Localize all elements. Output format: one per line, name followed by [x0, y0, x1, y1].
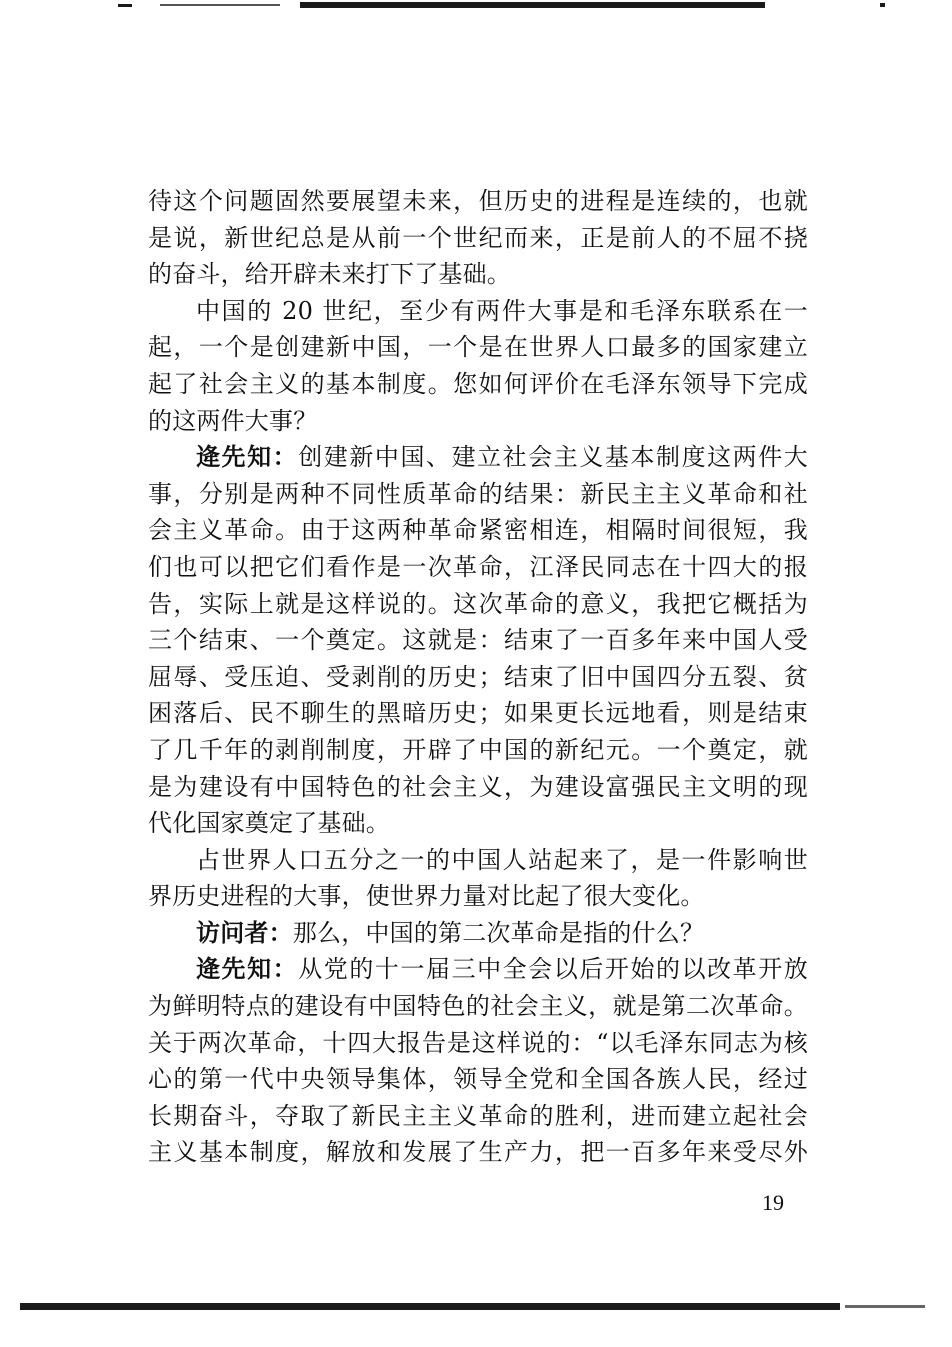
text-line — [148, 622, 808, 659]
line-text: 是为建设有中国特色的社会主义，为建设富强民主文明的现 — [148, 772, 808, 801]
text-line — [148, 220, 808, 257]
text-line — [148, 1098, 808, 1135]
line-text: 心的第一代中央领导集体，领导全党和全国各族人民，经过 — [148, 1065, 808, 1094]
scan-edge-mark — [20, 1303, 840, 1310]
text-line — [148, 1061, 808, 1098]
text-line — [148, 403, 808, 440]
text-line — [148, 256, 808, 293]
line-text: 占世界人口五分之一的中国人站起来了，是一件影响世 — [196, 845, 808, 874]
text-line — [148, 915, 808, 952]
line-text: 待这个问题固然要展望未来，但历史的进程是连续的，也就 — [148, 187, 808, 215]
book-page-body — [148, 183, 808, 1171]
scan-edge-mark — [845, 1305, 925, 1308]
line-text: 的这两件大事？ — [148, 406, 318, 435]
text-line — [148, 659, 808, 696]
line-text: 从党的十一届三中全会以后开始的以改革开放 — [298, 955, 808, 984]
line-text: 创建新中国、建立社会主义基本制度这两件大 — [298, 443, 808, 472]
line-text: 们也可以把它们看作是一次革命，江泽民同志在十四大的报 — [148, 552, 808, 581]
line-text: 代化国家奠定了基础。 — [148, 809, 390, 838]
text-line — [148, 476, 808, 513]
text-line — [148, 842, 808, 879]
line-text: 事，分别是两种不同性质革命的结果：新民主主义革命和社 — [148, 479, 808, 508]
line-text: 三个结束、一个奠定。这就是：结束了一百多年来中国人受 — [148, 626, 808, 655]
speaker-label: 逄先知： — [196, 954, 299, 984]
text-line — [148, 512, 808, 549]
text-line — [148, 366, 808, 403]
scan-edge-mark — [118, 4, 132, 7]
page-number: 19 — [762, 1190, 784, 1215]
line-text: 困落后、民不聊生的黑暗历史；如果更长远地看，则是结束 — [148, 699, 808, 728]
line-text: 那么，中国的第二次革命是指的什么？ — [292, 918, 705, 947]
scan-edge-mark — [160, 4, 280, 6]
text-line — [148, 1134, 808, 1171]
text-line — [148, 769, 808, 806]
text-line — [148, 183, 808, 220]
line-text: 的奋斗，给开辟未来打下了基础。 — [148, 260, 511, 289]
scan-edge-mark — [300, 2, 765, 8]
text-line — [148, 586, 808, 623]
line-text: 界历史进程的大事，使世界力量对比起了很大变化。 — [148, 882, 705, 911]
line-text: 会主义革命。由于这两种革命紧密相连，相隔时间很短，我 — [148, 516, 808, 545]
text-line — [148, 293, 808, 330]
line-text: 起，一个是创建新中国，一个是在世界人口最多的国家建立 — [148, 333, 808, 362]
line-text: 起了社会主义的基本制度。您如何评价在毛泽东领导下完成 — [148, 369, 808, 398]
text-line — [148, 988, 808, 1025]
text-line — [148, 951, 808, 988]
line-text: 关于两次革命，十四大报告是这样说的：“以毛泽东同志为核 — [148, 1028, 808, 1057]
text-line — [148, 805, 808, 842]
text-line — [148, 329, 808, 366]
line-text: 中国的 20 世纪，至少有两件大事是和毛泽东联系在一 — [196, 296, 808, 325]
text-line — [148, 695, 808, 732]
text-line — [148, 732, 808, 769]
line-text: 是说，新世纪总是从前一个世纪而来，正是前人的不屈不挠 — [148, 223, 808, 252]
line-text: 主义基本制度，解放和发展了生产力，把一百多年来受尽外 — [148, 1138, 808, 1167]
text-line — [148, 1025, 808, 1062]
speaker-label: 逄先知： — [196, 442, 299, 472]
text-line — [148, 439, 808, 476]
line-text: 长期奋斗，夺取了新民主主义革命的胜利，进而建立起社会 — [148, 1101, 808, 1130]
line-text: 告，实际上就是这样说的。这次革命的意义，我把它概括为 — [148, 589, 808, 618]
line-text: 为鲜明特点的建设有中国特色的社会主义，就是第二次革命。 — [148, 992, 808, 1021]
text-line — [148, 549, 808, 586]
line-text: 了几千年的剥削制度，开辟了中国的新纪元。一个奠定，就 — [148, 735, 808, 764]
line-text: 屈辱、受压迫、受剥削的历史；结束了旧中国四分五裂、贫 — [148, 662, 808, 691]
text-line — [148, 878, 808, 915]
speaker-label: 访问者： — [196, 917, 293, 947]
scan-edge-mark — [880, 3, 885, 7]
